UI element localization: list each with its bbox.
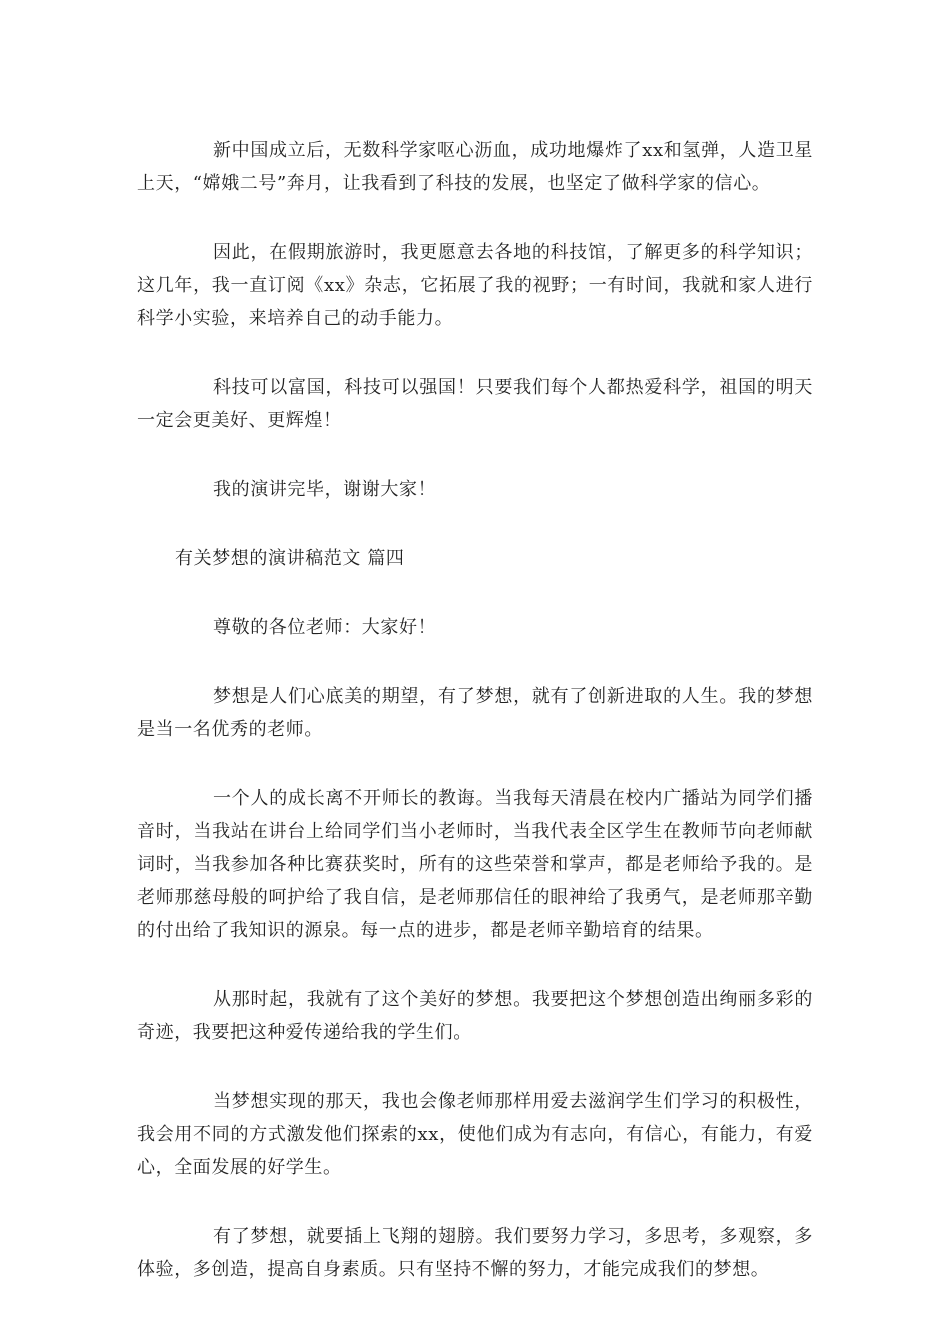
paragraph: 有了梦想，就要插上飞翔的翅膀。我们要努力学习，多思考，多观察，多体验，多创造，提高自身素质。只有坚持不懈的努力，才能完成我们的梦想。 <box>137 1226 813 1280</box>
paragraph: 梦想是人们心底美的期望，有了梦想，就有了创新进取的人生。我的梦想是当一名优秀的老师。 <box>137 686 813 740</box>
paragraph: 因此，在假期旅游时，我更愿意去各地的科技馆，了解更多的科学知识；这几年，我一直订阅《xx》杂志，它拓展了我的视野；一有时间，我就和家人进行科学小实验，来培养自己的动手能力。 <box>137 242 813 329</box>
paragraph: 当梦想实现的那天，我也会像老师那样用爱去滋润学生们学习的积极性，我会用不同的方式激发他们探索的xx，使他们成为有志向，有信心，有能力，有爱心，全面发展的好学生。 <box>137 1091 813 1178</box>
paragraph: 一个人的成长离不开师长的教诲。当我每天清晨在校内广播站为同学们播音时，当我站在讲台上给同学们当小老师时，当我代表全区学生在教师节向老师献词时，当我参加各种比赛获奖时，所有的这些荣誉和掌声，都是老师给予我的。是老师那慈母般的呵护给了我自信，是老师那信任的眼神给了我勇气，是老师那辛勤的付出给了我知识的源泉。每一点的进步，都是老师辛勤培育的结果。 <box>137 788 813 941</box>
section-heading: 有关梦想的演讲稿范文 篇四 <box>175 548 405 569</box>
document-body <box>137 134 813 1322</box>
paragraph: 新中国成立后，无数科学家呕心沥血，成功地爆炸了xx和氢弹，人造卫星上天，“嫦娥二号”奔月，让我看到了科技的发展，也坚定了做科学家的信心。 <box>137 140 813 194</box>
paragraph: 我的演讲完毕，谢谢大家！ <box>213 479 437 500</box>
paragraph: 从那时起，我就有了这个美好的梦想。我要把这个梦想创造出绚丽多彩的奇迹，我要把这种爱传递给我的学生们。 <box>137 989 813 1043</box>
paragraph: 科技可以富国，科技可以强国！只要我们每个人都热爱科学，祖国的明天一定会更美好、更辉煌！ <box>137 377 813 431</box>
salutation: 尊敬的各位老师：大家好！ <box>213 617 437 638</box>
